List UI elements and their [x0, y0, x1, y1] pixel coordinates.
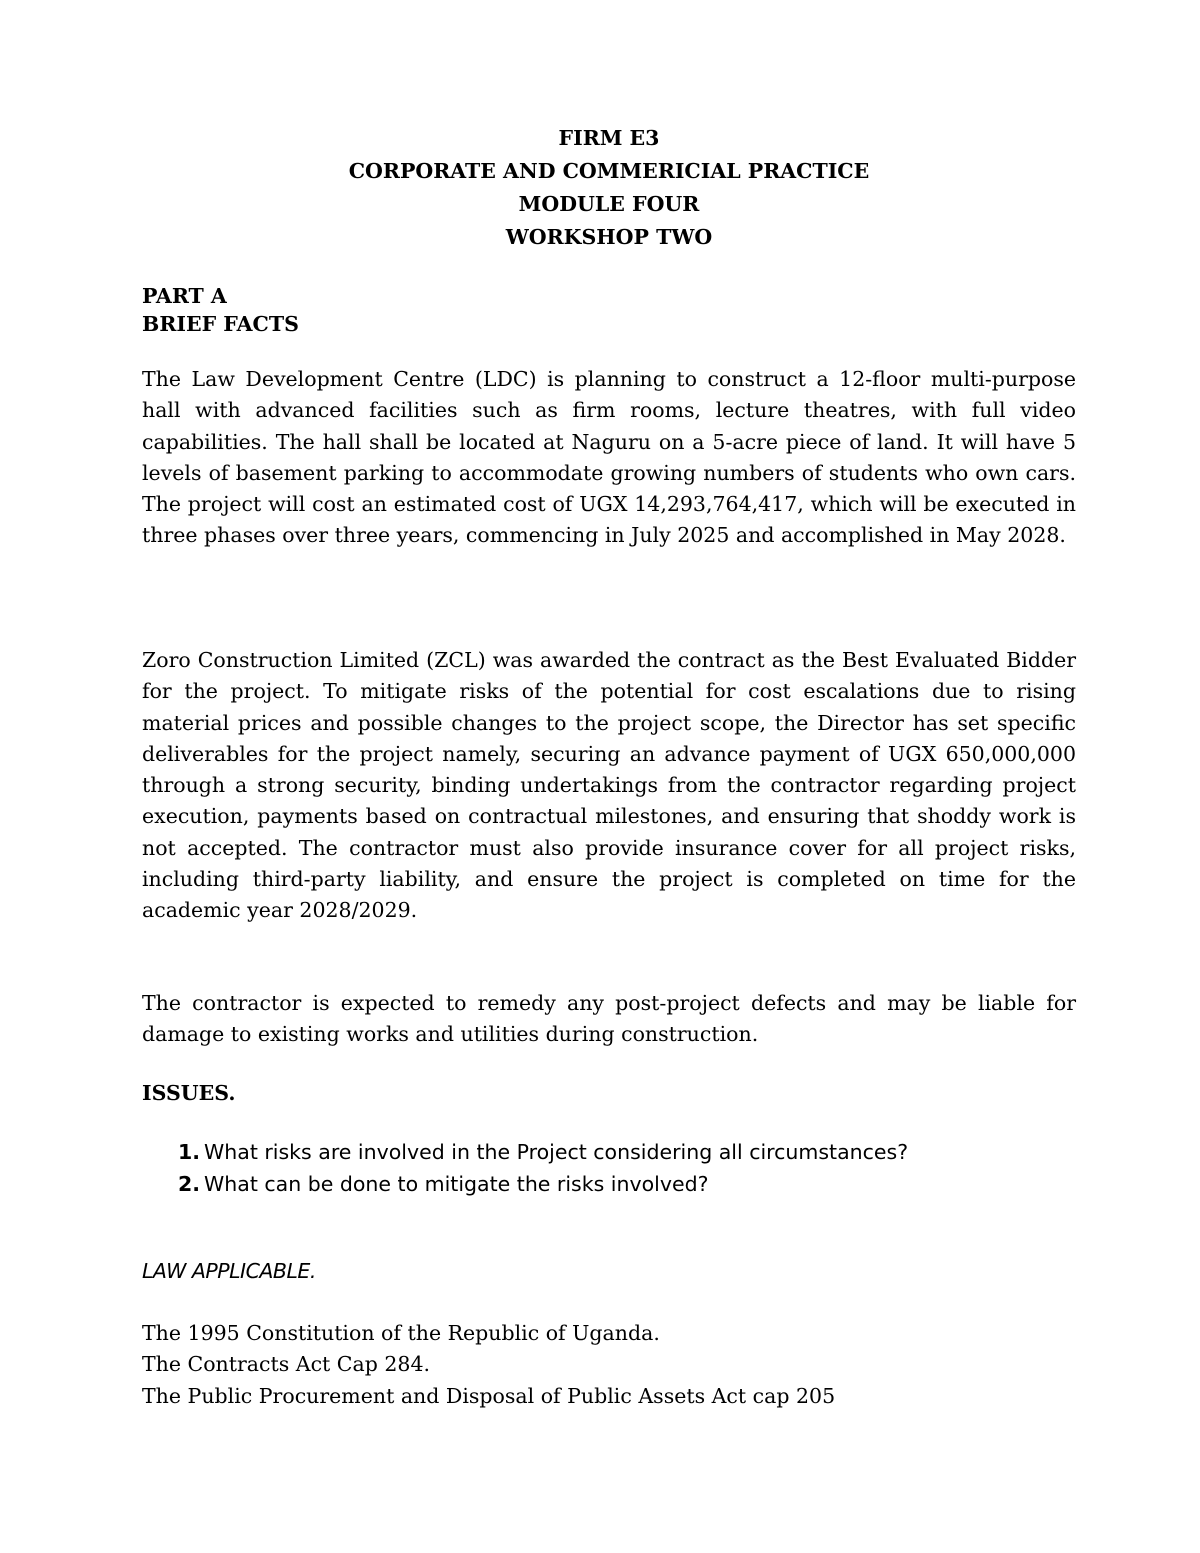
- part-label: PART A: [142, 284, 227, 308]
- issue-number: 2.: [178, 1171, 201, 1196]
- course-title: CORPORATE AND COMMERICIAL PRACTICE: [348, 159, 870, 183]
- firm-title: FIRM E3: [558, 126, 660, 150]
- brief-facts-title: BRIEF FACTS: [142, 312, 299, 336]
- issues-list: [178, 1137, 908, 1200]
- part-heading: [142, 282, 299, 338]
- list-item: [178, 1137, 908, 1169]
- law-applicable-heading: LAW APPLICABLE.: [142, 1259, 316, 1283]
- list-item: The Contracts Act Cap 284.: [142, 1352, 431, 1377]
- list-item: [178, 1169, 908, 1201]
- issues-heading: ISSUES.: [142, 1081, 236, 1105]
- module-title: MODULE FOUR: [518, 192, 700, 216]
- facts-paragraph-1: The Law Development Centre (LDC) is planning to construct a 12-floor multi-purpose hall with advanced facilities such as firm rooms, lecture theatres, with full video capabilities. The hall shall be located at Naguru on a 5-acre piece of land. It will have 5 levels of basement parking to accommodate growing numbers of students who own cars. The project will cost an estimated cost of UGX 14,293,764,417, which will be executed in three phases over three years, commencing in July 2025 and accomplished in May 2028.: [142, 367, 1076, 548]
- issue-number: 1.: [178, 1140, 201, 1164]
- list-item: The Public Procurement and Disposal of Public Assets Act cap 205: [142, 1383, 836, 1408]
- workshop-title: WORKSHOP TWO: [505, 225, 713, 249]
- facts-paragraph-3: The contractor is expected to remedy any post-project defects and may be liable for damage to existing works and utilities during construction.: [142, 991, 1076, 1047]
- law-list: [142, 1318, 835, 1412]
- facts-paragraph-2: Zoro Construction Limited (ZCL) was awarded the contract as the Best Evaluated Bidder for the project. To mitigate risks of the potential for cost escalations due to rising material prices and possible changes to the project scope, the Director has set specific deliverables for the project namely, securing an advance payment of UGX 650,000,000 through a strong security, binding undertakings from the contractor regarding project execution, payments based on contractual milestones, and ensuring that shoddy work is not accepted. The contractor must also provide insurance cover for all project risks, including third-party liability, and ensure the project is completed on time for the academic year 2028/2029.: [142, 648, 1076, 923]
- document-heading: [142, 122, 1076, 254]
- list-item: The 1995 Constitution of the Republic of Uganda.: [142, 1321, 660, 1345]
- issue-text: What can be done to mitigate the risks involved?: [204, 1171, 709, 1196]
- issue-text: What risks are involved in the Project considering all circumstances?: [204, 1140, 909, 1164]
